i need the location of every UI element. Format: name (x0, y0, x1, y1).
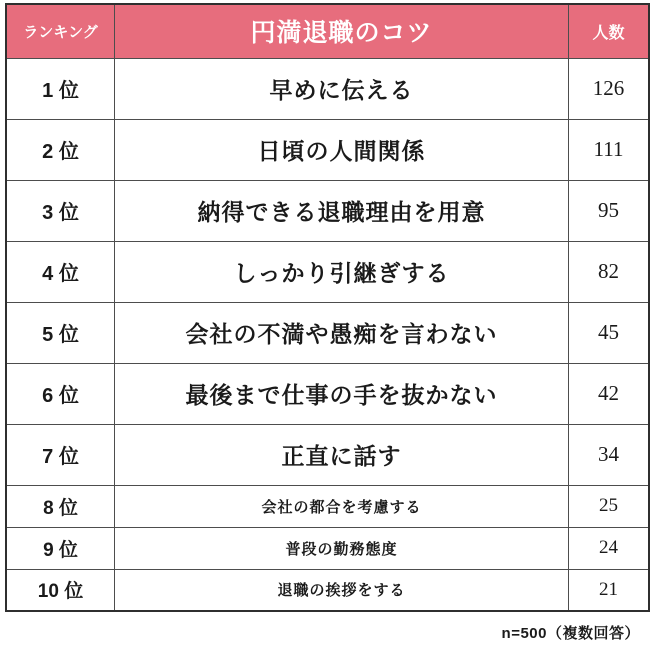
table-header (6, 4, 649, 58)
tip-cell: 会社の不満や愚痴を言わない (115, 302, 569, 363)
header-row (6, 4, 649, 58)
table-row (6, 241, 649, 302)
count-cell: 42 (569, 363, 650, 424)
table-row (6, 424, 649, 485)
rank-cell: 9 位 (6, 527, 115, 569)
rank-cell: 6 位 (6, 363, 115, 424)
header-rank: ランキング (6, 4, 115, 58)
tip-cell: 正直に話す (115, 424, 569, 485)
table-row (6, 180, 649, 241)
rank-cell: 3 位 (6, 180, 115, 241)
table-row (6, 485, 649, 527)
count-cell: 21 (569, 569, 650, 611)
tip-cell: 最後まで仕事の手を抜かない (115, 363, 569, 424)
tip-cell: 退職の挨拶をする (115, 569, 569, 611)
tip-cell: 普段の勤務態度 (115, 527, 569, 569)
rank-cell: 8 位 (6, 485, 115, 527)
table-row (6, 119, 649, 180)
tip-cell: しっかり引継ぎする (115, 241, 569, 302)
tip-cell: 早めに伝える (115, 58, 569, 119)
count-cell: 126 (569, 58, 650, 119)
ranking-table (5, 3, 650, 612)
table-row (6, 302, 649, 363)
count-cell: 82 (569, 241, 650, 302)
count-cell: 25 (569, 485, 650, 527)
count-cell: 111 (569, 119, 650, 180)
rank-cell: 10 位 (6, 569, 115, 611)
tip-cell: 会社の都合を考慮する (115, 485, 569, 527)
header-count: 人数 (569, 4, 650, 58)
ranking-table-body (6, 58, 649, 611)
count-cell: 34 (569, 424, 650, 485)
count-cell: 45 (569, 302, 650, 363)
rank-cell: 1 位 (6, 58, 115, 119)
rank-cell: 5 位 (6, 302, 115, 363)
table-row (6, 527, 649, 569)
count-cell: 24 (569, 527, 650, 569)
table-row (6, 569, 649, 611)
table-row (6, 58, 649, 119)
sample-size-note: n=500（複数回答） (501, 625, 640, 642)
rank-cell: 2 位 (6, 119, 115, 180)
header-topic: 円満退職のコツ (115, 4, 569, 58)
tip-cell: 日頃の人間関係 (115, 119, 569, 180)
table-row (6, 363, 649, 424)
count-cell: 95 (569, 180, 650, 241)
tip-cell: 納得できる退職理由を用意 (115, 180, 569, 241)
rank-cell: 7 位 (6, 424, 115, 485)
rank-cell: 4 位 (6, 241, 115, 302)
